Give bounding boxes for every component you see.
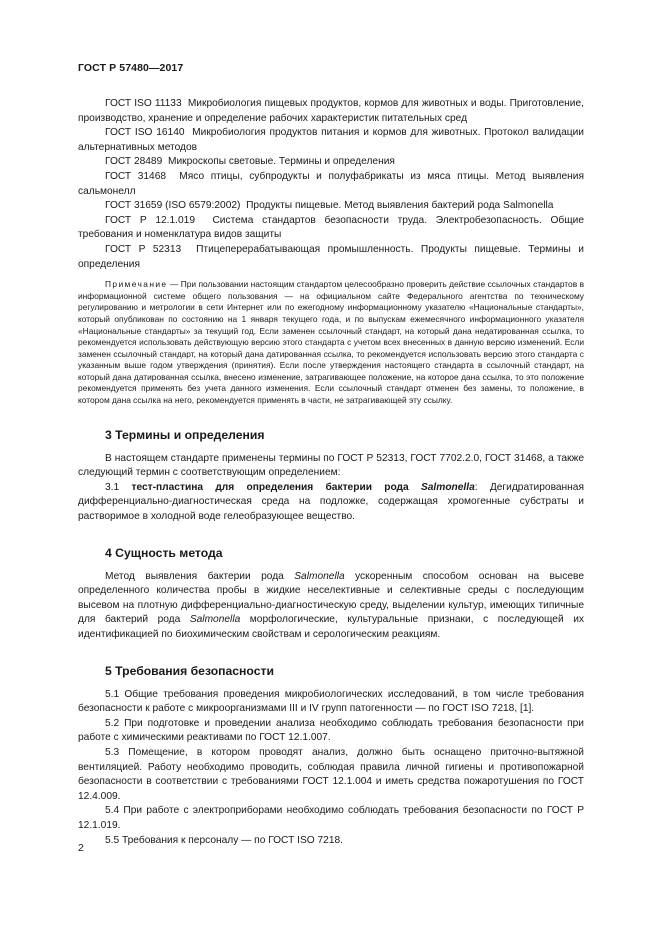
section-5-heading: 5 Требования безопасности [105,663,274,678]
section-4-heading: 4 Сущность метода [105,545,223,560]
note-label: Примечание [105,279,168,290]
reference-item: ГОСТ ISO 16140 Микробиология продуктов питания и кормов для животных. Протокол валидации альтернативных методов [78,127,584,153]
normative-references [78,97,584,272]
term-name: тест-пластина для определения бактерии рода Salmonella [131,481,475,493]
document-page [78,62,584,848]
reference-item: ГОСТ 28489 Микроскопы световые. Термины и определения [105,156,395,168]
section-3-intro: В настоящем стандарте применены термины по ГОСТ Р 52313, ГОСТ 7702.2.0, ГОСТ 31468, а также следующий термин с соответствующим определением: [78,452,584,479]
page-number: 2 [78,842,84,854]
term-definition: 3.1 тест-пластина для определения бактерии рода Salmonella: Дегидратированная дифференциально-диагностическая среда на подложке, содержащая хромогенные субстраты и растворимое в холодной воде гелеобразующее вещество. [78,481,584,523]
references-note [78,279,584,407]
method-essence-paragraph: Метод выявления бактерии рода Salmonella ускоренным способом основан на высеве определенного количества пробы в жидкие неселективные и селективные среды с последующим высевом на плотную дифференциально-диагностическую среду, выделении культур, имеющих типичные для бактерий рода Salmonella морфологические, культуральные признаки, с последующей их идентификацией по биохимическим свойствам и серологическим реакциям. [78,570,584,640]
reference-item: ГОСТ 31468 Мясо птицы, субпродукты и полуфабрикаты из мяса птицы. Метод выявления сальмонелл [78,170,584,197]
safety-item: 5.3 Помещение, в котором проводят анализ, должно быть оснащено приточно-вытяжной вентиляцией. Работу необходимо проводить, соблюдая правила личной гигиены и противопожарной безопасности в соответствии с требованиями ГОСТ 12.1.004 и иметь средства пожаротушения по ГОСТ 12.4.009. [78,746,584,802]
standard-header: ГОСТ Р 57480—2017 [78,62,184,74]
reference-item: ГОСТ 31659 (ISO 6579:2002) Продукты пищевые. Метод выявления бактерий рода Salmonella [105,200,554,212]
reference-item: ГОСТ Р 52313 Птицеперерабатывающая промышленность. Продукты пищевые. Термины и определения [78,243,584,270]
reference-item: ГОСТ Р 12.1.019 Система стандартов безопасности труда. Электробезопасность. Общие требования и номенклатура видов защиты [78,214,584,241]
safety-item: 5.1 Общие требования проведения микробиологических исследований, в том числе требования безопасности к работе с микроорганизмами III и IV групп патогенности — по ГОСТ ISO 7218, [1]. [78,688,584,715]
safety-item: 5.4 При работе с электроприборами необходимо соблюдать требования безопасности по ГОСТ Р 12.1.019. [78,805,584,831]
reference-item: ГОСТ ISO 11133 Микробиология пищевых продуктов, кормов для животных и воды. Приготовление, производство, хранение и определение рабочих характеристик питательных сред [78,98,584,124]
section-3-heading: 3 Термины и определения [105,427,265,442]
note-text: — При пользовании настоящим стандартом целесообразно проверить действие ссылочных стандартов в информационной системе общего пользования — на официальном сайте Федерального агентства по техническому регулированию и метрологии в сети Интернет или по ежегодному информационному указателю «Национальные стандарты», который опубликован по состоянию на 1 января текущего года, и по выпускам ежемесячного информационного указателя «Национальные стандарты» за текущий год. Если заменен ссылочный стандарт, на который дана недатированная ссылка, то рекомендуется использовать действующую версию этого стандарта с учетом всех внесенных в данную версию изменений. Если заменен ссылочный стандарт, на который дана датированная ссылка, то рекомендуется использовать версию этого стандарта с указанным выше годом утверждения (принятия). Если после утверждения настоящего стандарта в ссылочный стандарт, на который дана датированная ссылка, внесено изменение, затрагивающее положение, на которое дана ссылка, то это положение рекомендуется применять без учета данного изменения. Если ссылочный стандарт отменен без замены, то положение, в котором дана ссылка на него, рекомендуется применять в части, не затрагивающей эту ссылку. [78,279,585,406]
safety-item: 5.5 Требования к персоналу — по ГОСТ ISO 7218. [105,834,344,846]
safety-item: 5.2 При подготовке и проведении анализа необходимо соблюдать требования безопасности при работе с химическими реактивами по ГОСТ 12.1.007. [78,717,584,744]
